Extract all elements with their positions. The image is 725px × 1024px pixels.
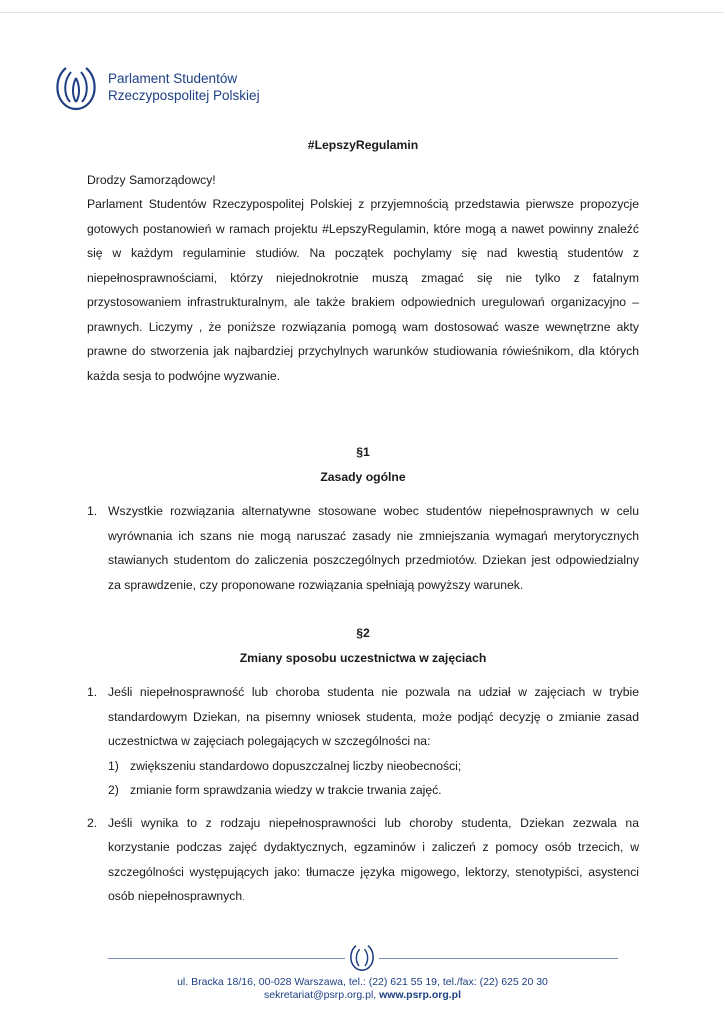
- section-1-number: §1: [356, 445, 370, 459]
- item-number: 1.: [87, 504, 98, 518]
- footer-email[interactable]: sekretariat@psrp.org.pl,: [263, 989, 377, 1001]
- org-name-line2: Rzeczypospolitej Polskiej: [108, 88, 260, 103]
- psrp-logo-small-icon: [345, 942, 379, 972]
- intro-paragraph: Parlament Studentów Rzeczypospolitej Polskiej z przyjemnością przedstawia pierwsze propozycje gotowych postanowień w ramach projektu #LepszyRegulamin, które mogą a nawet powinny znaleźć się w każdym regulaminie studiów. Na początek pochylamy się nad kwestią studentów z niepełnosprawnościami, którzy niejednokrotnie muszą zmagać się nie tylko z fatalnym przystosowaniem infrastrukturalnym, ale także brakiem odpowiednich uregulowań organizacyjno – prawnych. Liczymy , że poniższe rozwiązania pomogą wam dostosować wasze wewnętrzne akty prawne do stworzenia jak najbardziej przychylnych warunków studiowania rówieśnikom, dla których każda sesja to podwójne wyzwanie.: [87, 197, 639, 383]
- subitem-number: 1): [108, 758, 119, 773]
- footer-website[interactable]: www.psrp.org.pl: [379, 989, 461, 1001]
- item-text: Jeśli niepełnosprawność lub choroba studenta nie pozwala na udział w zajęciach w trybie standardowym Dziekan, na pisemny wniosek studenta, może podjąć decyzję o zmianie zasad uczestnictwa w zajęciach polegających w szczególności na:: [108, 685, 639, 748]
- item-text: Wszystkie rozwiązania alternatywne stosowane wobec studentów niepełnosprawnych w celu wyrównania ich szans nie mogą naruszać zasady nie zmniejszania wymagań merytorycznych stawianych studentom do zaliczenia poszczególnych przedmiotów. Dziekan jest odpowiedzialny za sprawdzenie, czy proponowane rozwiązania spełniają powyższy warunek.: [108, 504, 639, 592]
- psrp-logo-icon: [52, 62, 100, 112]
- section-2-subitem-2: [108, 778, 639, 803]
- org-name-line1: Parlament Studentów: [108, 71, 238, 86]
- item-number: 2.: [87, 815, 98, 830]
- section-2-number: §2: [356, 626, 370, 640]
- section-2-subitem-1: [108, 754, 639, 779]
- section-2-item-2: [87, 811, 639, 910]
- item-text-wrapper: [108, 811, 639, 910]
- footer-address: ul. Bracka 18/16, 00-028 Warszawa, tel.: (22) 621 55 19, tel./fax: (22) 625 20 30: [177, 976, 548, 988]
- item-number: 1.: [87, 685, 98, 699]
- subitem-number: 2): [108, 783, 119, 797]
- document-title: #LepszyRegulamin: [307, 138, 419, 152]
- footer-contact: [0, 976, 725, 1002]
- section-1-title: Zasady ogólne: [320, 469, 406, 484]
- header-logo: [52, 62, 260, 112]
- org-name: [108, 70, 260, 104]
- section-2-item-1: [87, 680, 639, 754]
- item-text: Jeśli wynika to z rodzaju niepełnosprawności lub choroby studenta, Dziekan zezwala na korzystanie podczas zajęć dydaktycznych, egzaminów i zaliczeń z pomocy osób trzecich, w szczególności występujących jako: tłumacze języka migowego, lektorzy, stenotypiści, asystenci osób niepełnosprawnych: [108, 815, 639, 903]
- subitem-text: zwiększeniu standardowo dopuszczalnej liczby nieobecności;: [130, 758, 462, 773]
- footer-logo: [345, 942, 379, 972]
- footer-links: [0, 989, 725, 1002]
- section-1-item-1: [87, 499, 639, 597]
- greeting: Drodzy Samorządowcy!: [87, 172, 216, 187]
- subitem-text: zmianie form sprawdzania wiedzy w trakcie trwania zajęć.: [130, 783, 442, 797]
- document-body: [87, 133, 639, 910]
- item-text-tail: .: [242, 892, 245, 902]
- section-2-title: Zmiany sposobu uczestnictwa w zajęciach: [239, 650, 487, 665]
